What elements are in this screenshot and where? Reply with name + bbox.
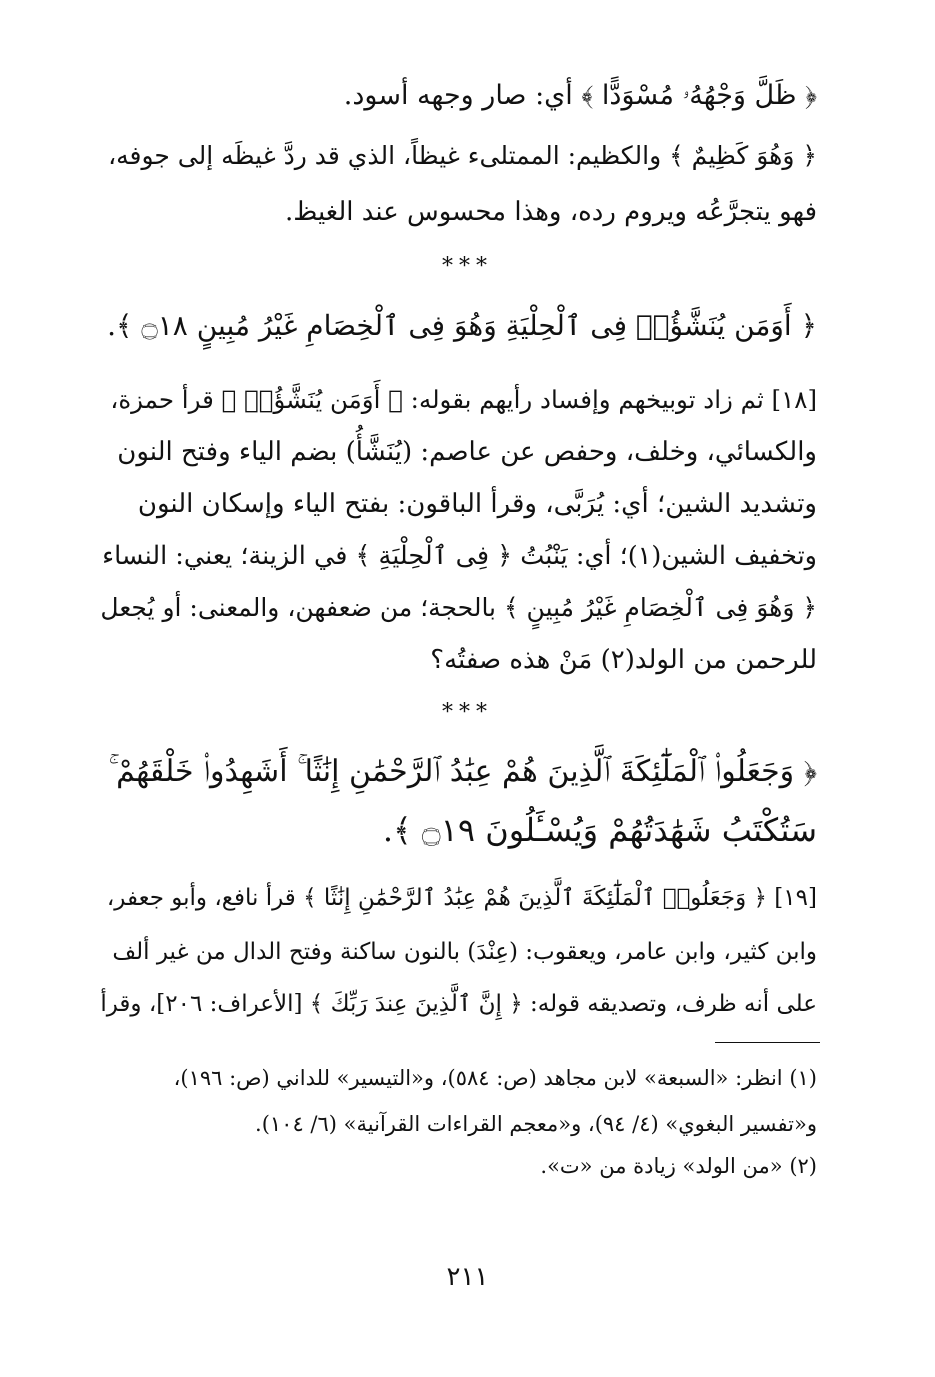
quran-verse-18: ﴿ أَوَمَن يُنَشَّؤُا۟ فِى ٱلْحِلْيَةِ وَهُوَ فِى ٱلْخِصَامِ غَيْرُ مُبِينٍ ۝١٨ ﴾.	[107, 309, 817, 342]
text-line-15: [١٩] ﴿ وَجَعَلُوا۟ ٱلْمَلَٰٓئِكَةَ ٱلَّذِينَ هُمْ عِبَٰدُ ٱلرَّحْمَٰنِ إِنَٰثًا ﴾ قرأ نافع، وأبو جعفر،	[106, 885, 817, 911]
text-line-3: فهو يتجرَّعُه ويروم رده، وهذا محسوس عند الغيظ.	[285, 197, 817, 227]
quran-verse-19-line-2: سَتُكْتَبُ شَهَٰدَتُهُمْ وَيُسْـَٔلُونَ ۝١٩ ﴾.	[382, 811, 817, 849]
text-line-16: وابن كثير، وابن عامر، ويعقوب: (عِنْدَ) بالنون ساكنة وفتح الدال من غير ألف	[112, 939, 817, 965]
text-line-17: على أنه ظرف، وتصديقه قوله: ﴿ إِنَّ ٱلَّذِينَ عِندَ رَبِّكَ ﴾ [الأعراف: ٢٠٦]، وقرأ	[100, 991, 817, 1017]
text-line-1: ﴿ ظَلَّ وَجْهُهُۥ مُسْوَدًّا ﴾ أي: صار وجهه أسود.	[343, 80, 817, 111]
page-number: ٢١١	[446, 1262, 489, 1292]
footnote-1: (١) انظر: «السبعة» لابن مجاهد (ص: ٥٨٤)، و«التيسير» للداني (ص: ١٩٦)،	[173, 1066, 817, 1090]
text-line-6: [١٨] ثم زاد توبيخهم وإفساد رأيهم بقوله: ﴿ أَوَمَن يُنَشَّؤُا۟ ﴾ قرأ حمزة،	[110, 385, 817, 414]
text-line-8: وتشديد الشين؛ أي: يُرَبَّى، وقرأ الباقون: بفتح الياء وإسكان النون	[137, 489, 817, 519]
text-line-7: والكسائي، وخلف، وحفص عن عاصم: (يُنَشَّأُ) بضم الياء وفتح النون	[117, 437, 817, 467]
quran-verse-19-line-1: ﴿ وَجَعَلُوا۟ ٱلْمَلَٰٓئِكَةَ ٱلَّذِينَ هُمْ عِبَٰدُ ٱلرَّحْمَٰنِ إِنَٰثًا ۚ أَشَهِدُوا۟ خَلْقَهُمْ ۚ	[108, 754, 817, 789]
footnote-1-continued: و«تفسير البغوي» (٤/ ٩٤)، و«معجم القراءات القرآنية» (٦/ ١٠٤).	[255, 1112, 817, 1136]
text-line-11: للرحمن من الولد(٢) مَنْ هذه صفتُه؟	[430, 645, 817, 675]
section-separator: ***	[442, 254, 493, 279]
footnote-2: (٢) «من الولد» زيادة من «ت».	[540, 1154, 817, 1178]
footnote-separator	[715, 1042, 820, 1043]
section-separator: ***	[442, 700, 493, 725]
text-line-10: ﴿ وَهُوَ فِى ٱلْخِصَامِ غَيْرُ مُبِينٍ ﴾ بالحجة؛ من ضعفهن، والمعنى: أو يُجعل	[100, 593, 817, 622]
text-line-9: وتخفيف الشين(١)؛ أي: يَنْبُتُ ﴿ فِى ٱلْحِلْيَةِ ﴾ في الزينة؛ يعني: النساء	[102, 541, 817, 571]
text-line-2: ﴿ وَهُوَ كَظِيمٌ ﴾ والكظيم: الممتلىء غيظاً، الذي قد ردَّ غيظَه إلى جوفه،	[108, 141, 817, 170]
